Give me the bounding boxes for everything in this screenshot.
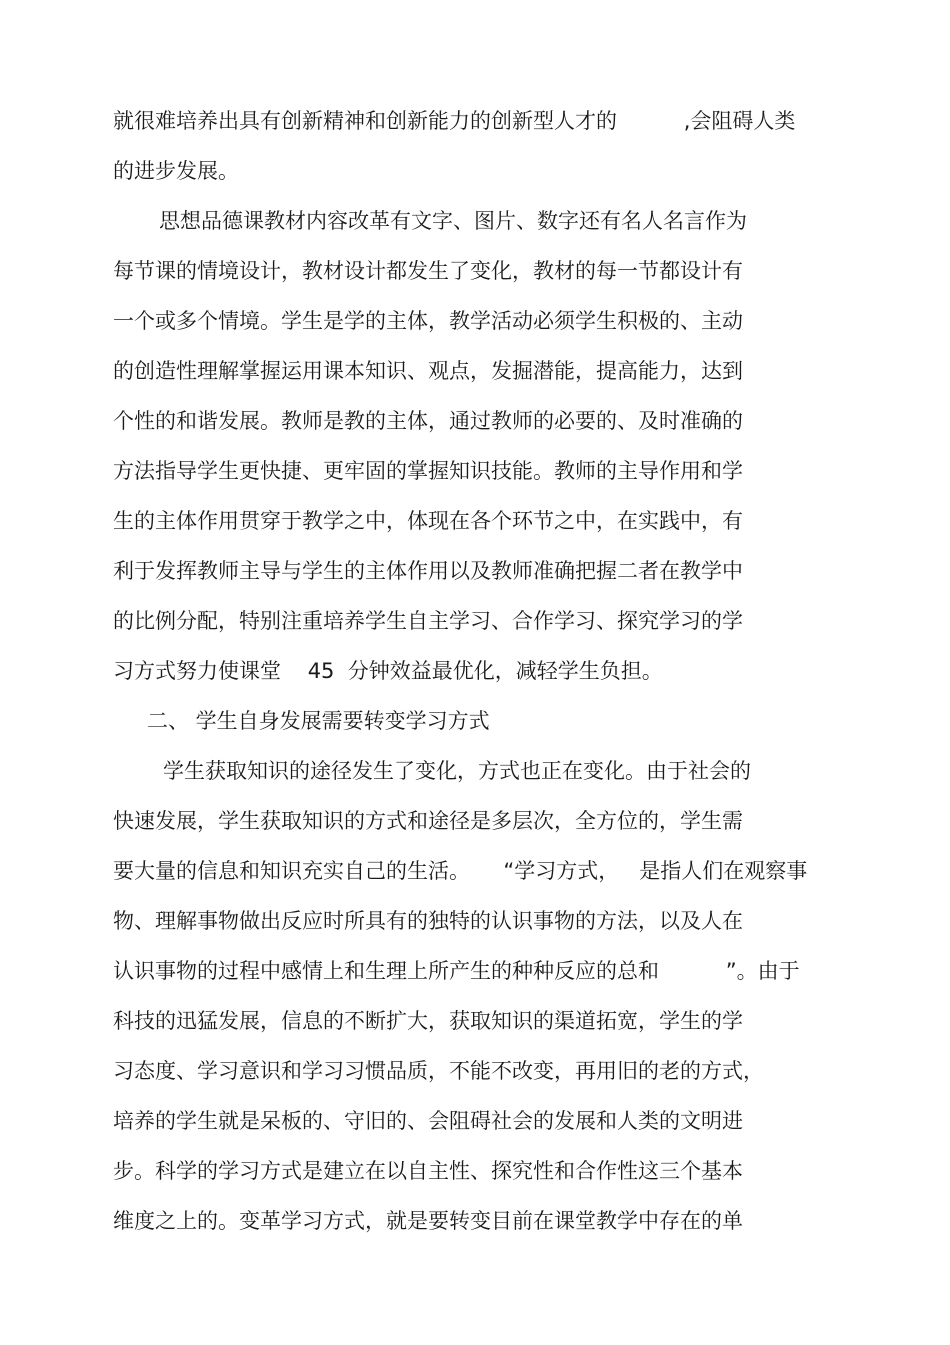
text-line: 习方式努力使课堂 45 分钟效益最优化，减轻学生负担。	[113, 659, 663, 683]
text-line: 要大量的信息和知识充实自己的生活。 “学习方式， 是指人们在观察事	[113, 859, 808, 883]
text-line: 就很难培养出具有创新精神和创新能力的创新型人才的 ,会阻碍人类	[113, 109, 796, 133]
text-line: 的比例分配，特别注重培养学生自主学习、合作学习、探究学习的学	[113, 609, 743, 633]
text-line: 物、理解事物做出反应时所具有的独特的认识事物的方法，以及人在	[113, 909, 743, 933]
text-line: 步。科学的学习方式是建立在以自主性、探究性和合作性这三个基本	[113, 1159, 743, 1183]
text-line: 生的主体作用贯穿于教学之中，体现在各个环节之中，在实践中，有	[113, 509, 743, 533]
text-line: 科技的迅猛发展，信息的不断扩大，获取知识的渠道拓宽，学生的学	[113, 1009, 743, 1033]
text-line: 维度之上的。变革学习方式，就是要转变目前在课堂教学中存在的单	[113, 1209, 743, 1233]
text-line: 个性的和谐发展。教师是教的主体，通过教师的必要的、及时准确的	[113, 409, 743, 433]
text-line: 一个或多个情境。学生是学的主体，教学活动必须学生积极的、主动	[113, 309, 743, 333]
section-heading: 二、 学生自身发展需要转变学习方式	[147, 709, 490, 733]
text-line: 快速发展，学生获取知识的方式和途径是多层次，全方位的，学生需	[113, 809, 743, 833]
text-line: 的进步发展。	[113, 159, 239, 183]
text-line: 培养的学生就是呆板的、守旧的、会阻碍社会的发展和人类的文明进	[113, 1109, 743, 1133]
text-line: 思想品德课教材内容改革有文字、图片、数字还有名人名言作为	[159, 209, 747, 233]
text-line: 认识事物的过程中感情上和生理上所产生的种种反应的总和 ”。由于	[113, 959, 800, 983]
text-line: 利于发挥教师主导与学生的主体作用以及教师准确把握二者在教学中	[113, 559, 743, 583]
text-line: 习态度、学习意识和学习习惯品质，不能不改变，再用旧的老的方式，	[113, 1059, 764, 1083]
text-line: 方法指导学生更快捷、更牢固的掌握知识技能。教师的主导作用和学	[113, 459, 743, 483]
text-line: 学生获取知识的途径发生了变化，方式也正在变化。由于社会的	[163, 759, 751, 783]
text-line: 的创造性理解掌握运用课本知识、观点，发掘潜能，提高能力，达到	[113, 359, 743, 383]
text-line: 每节课的情境设计，教材设计都发生了变化，教材的每一节都设计有	[113, 259, 743, 283]
